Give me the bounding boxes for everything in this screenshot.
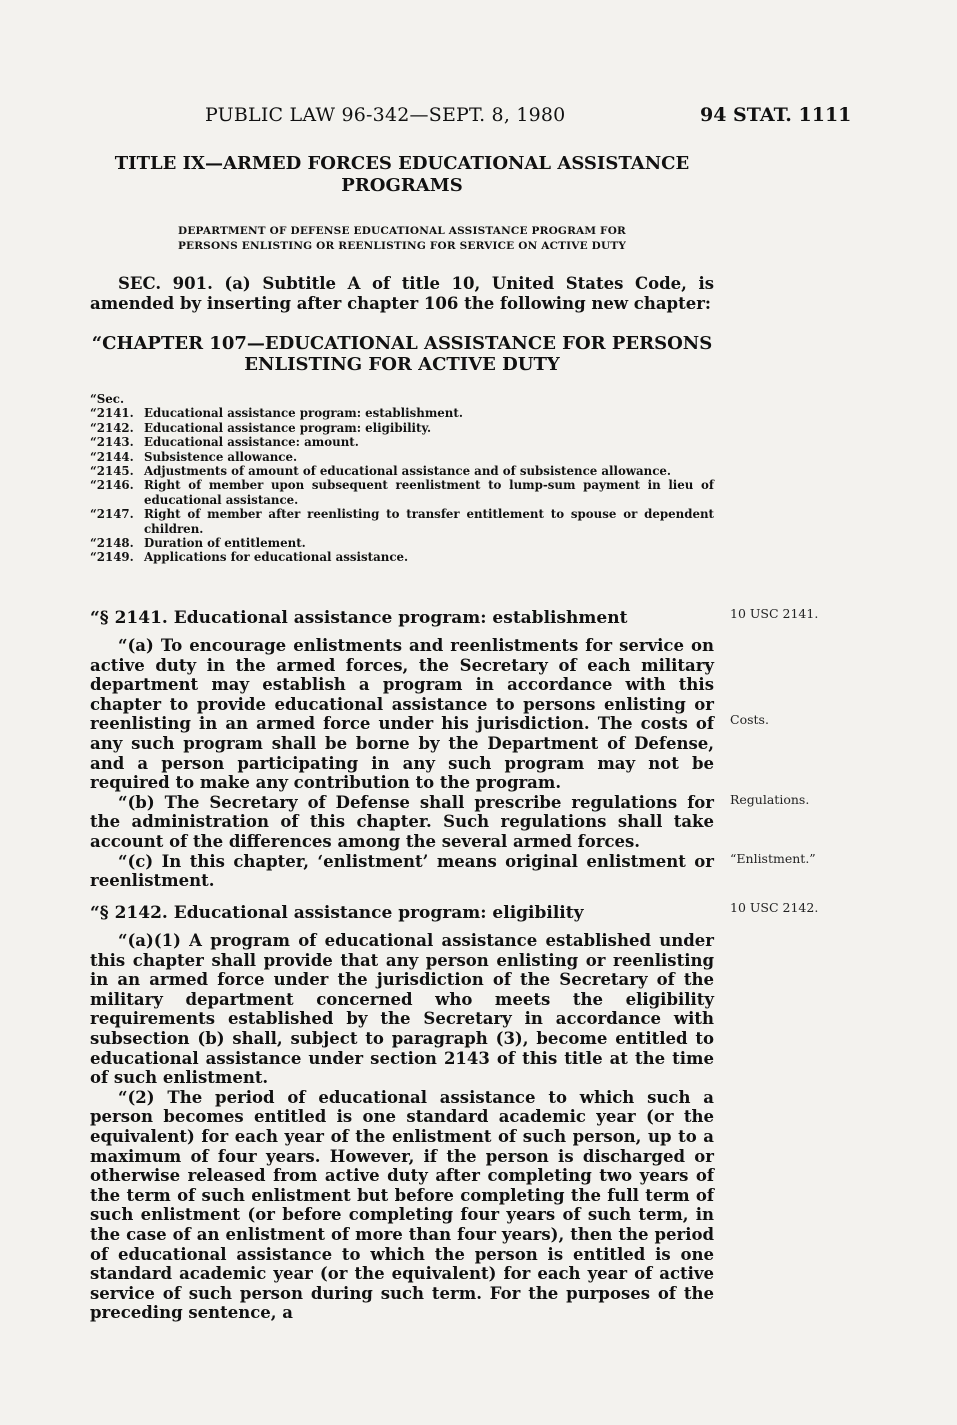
- margin-note-regulations: Regulations.: [730, 792, 810, 807]
- margin-note-enlistment: “Enlistment.”: [730, 851, 816, 866]
- toc-item-number: “2141.: [90, 406, 134, 421]
- running-head: [0, 104, 957, 134]
- section-901: [90, 274, 714, 313]
- toc-item-number: “2145.: [90, 464, 134, 479]
- toc-item-text: Educational assistance: amount.: [144, 435, 359, 450]
- toc-item: [90, 421, 714, 435]
- program-heading-line-1: DEPARTMENT OF DEFENSE EDUCATIONAL ASSISTANCE PROGRAM FOR: [178, 225, 626, 237]
- chapter-heading: [90, 333, 714, 375]
- toc-item-number: “2149.: [90, 550, 134, 565]
- program-heading-line-2: PERSONS ENLISTING OR REENLISTING FOR SERVICE ON ACTIVE DUTY: [177, 240, 627, 252]
- toc-item-text: Right of member after reenlisting to transfer entitlement to spouse or dependent children.: [144, 507, 714, 536]
- toc-item-text: Applications for educational assistance.: [144, 550, 409, 565]
- margin-note-costs: Costs.: [730, 712, 769, 727]
- toc-item: [90, 478, 714, 507]
- title-heading: [90, 153, 714, 197]
- program-heading: [90, 224, 714, 254]
- toc-item-number: “2148.: [90, 536, 134, 551]
- chapter-heading-line-1: “CHAPTER 107—EDUCATIONAL ASSISTANCE FOR PERSONS: [91, 333, 713, 354]
- section-2142-paragraph-2: “(2) The period of educational assistance to which such a person becomes entitled is one standard academic year (or the equivalent) for each year of the enlistment of such person, up to a maximum of four years. However, if the person is discharged or otherwise released from active duty after completing two years of the term of such enlistment but before completing the full term of such enlistment (or before completing four years of such term, in the case of an enlistment of more than four years), then the period of educational assistance to which the person is entitled is one standard academic year (or the equivalent) for each year of active service of such person during such term. For the purposes of the preceding sentence, a: [90, 1087, 714, 1323]
- section-2141-subsection-c: “(c) In this chapter, ‘enlistment’ means original enlistment or reenlistment.: [90, 851, 714, 891]
- toc-item: [90, 550, 714, 564]
- toc-item-text: Adjustments of amount of educational assistance and of subsistence allowance.: [144, 464, 672, 479]
- toc-item: [90, 435, 714, 449]
- toc-item: [90, 536, 714, 550]
- section-2141-heading: “§ 2141. Educational assistance program: establishment: [90, 608, 628, 628]
- toc-item-number: “2143.: [90, 435, 134, 450]
- section-2142-body: [90, 931, 714, 1323]
- toc-item-text: Educational assistance program: establishment.: [144, 406, 463, 421]
- section-2141-subsection-a: “(a) To encourage enlistments and reenlistments for service on active duty in the armed forces, the Secretary of each military department may establish a program in accordance with this chapter to provide educational assistance to persons enlisting or reenlisting in an armed force under his jurisdiction. The costs of any such program shall be borne by the Department of Defense, and a person participating in any such program may not be required to make any contribution to the program.: [90, 636, 714, 793]
- toc-item-text: Subsistence allowance.: [144, 449, 298, 464]
- toc-item-number: “2144.: [90, 449, 134, 464]
- public-law-citation: PUBLIC LAW 96-342—SEPT. 8, 1980: [205, 104, 566, 126]
- toc-item: [90, 507, 714, 536]
- title-line-1: TITLE IX—ARMED FORCES EDUCATIONAL ASSISTANCE: [114, 153, 690, 174]
- section-2142-heading: “§ 2142. Educational assistance program: eligibility: [90, 903, 584, 923]
- chapter-table-of-contents: [90, 392, 714, 565]
- toc-item-text: Right of member upon subsequent reenlistment to lump-sum payment in lieu of educational assistance.: [144, 478, 714, 507]
- chapter-heading-line-2: ENLISTING FOR ACTIVE DUTY: [244, 354, 560, 375]
- title-line-2: PROGRAMS: [341, 175, 463, 196]
- toc-item: [90, 406, 714, 420]
- toc-sec-label: “Sec.: [90, 392, 125, 406]
- statute-page-number: 94 STAT. 1111: [700, 104, 852, 126]
- section-2142-paragraph-a1: “(a)(1) A program of educational assistance established under this chapter shall provide that any person enlisting or reenlisting in an armed force under the jurisdiction of the Secretary of the military department concerned who meets the eligibility requirements established by the Secretary in accordance with subsection (b) shall, subject to paragraph (3), become entitled to educational assistance under section 2143 of this title at the time of such enlistment.: [90, 931, 714, 1088]
- margin-note-10-usc-2142: 10 USC 2142.: [730, 900, 819, 915]
- toc-item: [90, 450, 714, 464]
- toc-item: [90, 464, 714, 478]
- toc-item-text: Duration of entitlement.: [144, 536, 306, 551]
- toc-item-text: Educational assistance program: eligibility.: [144, 420, 432, 435]
- margin-note-10-usc-2141: 10 USC 2141.: [730, 606, 819, 621]
- toc-item-number: “2147.: [90, 507, 134, 522]
- section-901-text: SEC. 901. (a) Subtitle A of title 10, United States Code, is amended by inserting after chapter 106 the following new chapter:: [90, 274, 714, 313]
- toc-item-number: “2142.: [90, 420, 134, 435]
- section-2141-body: [90, 636, 714, 891]
- section-2141-subsection-b: “(b) The Secretary of Defense shall prescribe regulations for the administration of this chapter. Such regulations shall take account of the differences among the several armed forces.: [90, 792, 714, 851]
- toc-item-number: “2146.: [90, 478, 134, 493]
